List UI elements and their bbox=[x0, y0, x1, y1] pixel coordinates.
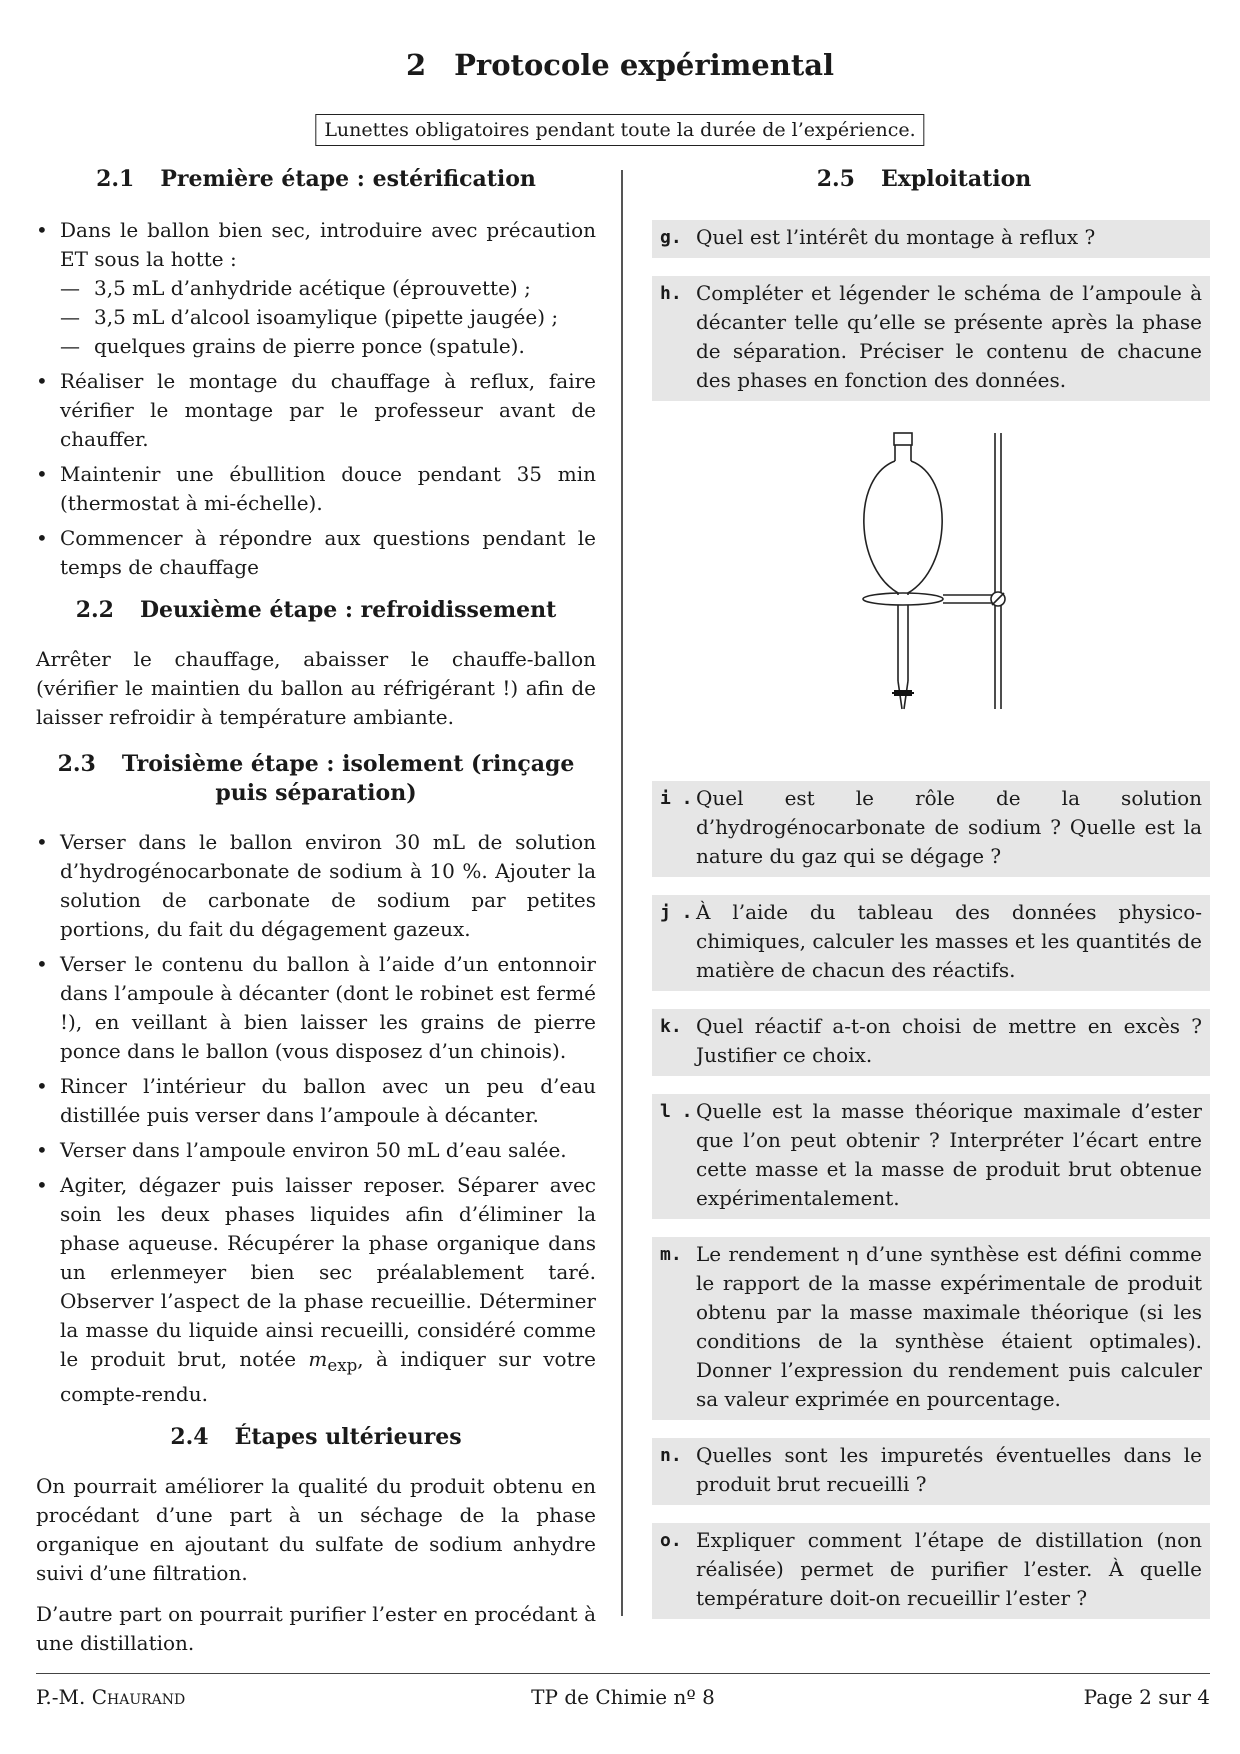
heading-2-2: 2.2 Deuxième étape : refroidissement bbox=[75, 597, 557, 623]
mass-symbol: m bbox=[308, 1347, 328, 1371]
separatory-funnel-diagram bbox=[652, 419, 1210, 789]
list-item: — 3,5 mL d’anhydride acétique (éprouvette) ; bbox=[60, 274, 596, 303]
esterification-steps bbox=[36, 216, 596, 582]
page-number: Page 2 sur 4 bbox=[1083, 1685, 1210, 1709]
list-item: • Commencer à répondre aux questions pendant le temps de chauffage bbox=[36, 524, 596, 582]
question-n: n. Quelles sont les impuretés éventuelles dans le produit brut recueilli ? bbox=[652, 1438, 1210, 1505]
section-number: 2 bbox=[405, 48, 427, 82]
right-column bbox=[652, 165, 1210, 1637]
cooling-text: Arrêter le chauffage, abaisser le chauffe-ballon (vérifier le maintien du ballon au réfrigérant !) afin de laisser refroidir à température ambiante. bbox=[36, 647, 596, 729]
footer-rule bbox=[36, 1673, 1210, 1674]
separatory-funnel-figure bbox=[652, 419, 1210, 789]
page-title bbox=[0, 48, 1240, 82]
question-i: i . Quel est le rôle de la solution d’hydrogénocarbonate de sodium ? Quelle est la nature du gaz qui se dégage ? bbox=[652, 781, 1210, 877]
question-l: l . Quelle est la masse théorique maximale d’ester que l’on peut obtenir ? Interpréter l’écart entre cette masse et la masse de produit brut obtenue expérimentalement. bbox=[652, 1094, 1210, 1219]
list-item: • Réaliser le montage du chauffage à reflux, faire vérifier le montage par le professeur avant de chauffer. bbox=[36, 367, 596, 454]
safety-notice: Lunettes obligatoires pendant toute la durée de l’expérience. bbox=[315, 114, 924, 146]
list-item: • Dans le ballon bien sec, introduire avec précaution ET sous la hotte : — 3,5 mL d’anhydride acétique (éprouvette) ; — 3,5 mL d’alcool isoamylique (pipette jaugée) ; — quelques grains de pierre ponce (spatule). bbox=[36, 216, 596, 361]
list-item: • Verser le contenu du ballon à l’aide d’un entonnoir dans l’ampoule à décanter (dont le robinet est fermé !), en veillant à bien laisser les grains de pierre ponce dans le ballon (vous disposez d’un chinois). bbox=[36, 950, 596, 1066]
list-item: • Maintenir une ébullition douce pendant 35 min (thermostat à mi-échelle). bbox=[36, 460, 596, 518]
isolation-steps bbox=[36, 828, 596, 1409]
section-title: Protocole expérimental bbox=[454, 48, 835, 82]
distillation-text: D’autre part on pourrait purifier l’ester en procédant à une distillation. bbox=[36, 1602, 596, 1655]
author: P.-M. Chaurand bbox=[36, 1685, 186, 1709]
column-divider bbox=[621, 170, 623, 1616]
list-item: • Rincer l’intérieur du ballon avec un peu d’eau distillée puis verser dans l’ampoule à décanter. bbox=[36, 1072, 596, 1130]
mass-subscript: exp bbox=[327, 1356, 358, 1375]
drying-text: On pourrait améliorer la qualité du produit obtenu en procédant d’une part à un séchage de la phase organique en ajoutant du sulfate de sodium anhydre suivi d’une filtration. bbox=[36, 1474, 596, 1585]
list-item: — 3,5 mL d’alcool isoamylique (pipette jaugée) ; bbox=[60, 303, 596, 332]
question-g: g. Quel est l’intérêt du montage à reflux ? bbox=[652, 220, 1210, 258]
list-item: — quelques grains de pierre ponce (spatule). bbox=[60, 332, 596, 361]
heading-2-5: 2.5 Exploitation bbox=[816, 166, 1032, 192]
heading-2-3: 2.3 Troisième étape : isolement (rinçage puis séparation) bbox=[57, 751, 575, 806]
question-h: h. Compléter et légender le schéma de l’ampoule à décanter telle qu’elle se présente après la phase de séparation. Préciser le contenu de chacune des phases en fonction des données. bbox=[652, 276, 1210, 401]
heading-2-4: 2.4 Étapes ultérieures bbox=[170, 1424, 462, 1450]
list-item: • Verser dans l’ampoule environ 50 mL d’eau salée. bbox=[36, 1136, 596, 1165]
questions-list bbox=[652, 781, 1210, 1619]
list-item: • Agiter, dégazer puis laisser reposer. Séparer avec soin les deux phases liquides afin d’éliminer la phase aqueuse. Récupérer la phase organique dans un erlenmeyer bien sec préalablement taré. Observer l’aspect de la phase recueillie. Déterminer la masse du liquide ainsi recueilli, considéré comme le produit brut, notée $m_{exp}$, à indiquer sur votre compte-rendu. bbox=[36, 1171, 596, 1409]
question-k: k. Quel réactif a-t-on choisi de mettre en excès ? Justifier ce choix. bbox=[652, 1009, 1210, 1076]
list-item: • Verser dans le ballon environ 30 mL de solution d’hydrogénocarbonate de sodium à 10 %. Ajouter la solution de carbonate de sodium par petites portions, du fait du dégagement gazeux. bbox=[36, 828, 596, 944]
course-title: TP de Chimie nº 8 bbox=[531, 1685, 715, 1709]
reagent-list bbox=[60, 274, 596, 361]
question-m: m. Le rendement η d’une synthèse est défini comme le rapport de la masse expérimentale de produit obtenu par la masse maximale théorique (si les conditions de la synthèse étaient optimales). Donner l’expression du rendement puis calculer sa valeur exprimée en pourcentage. bbox=[652, 1237, 1210, 1420]
left-column bbox=[36, 165, 596, 1658]
question-o: o. Expliquer comment l’étape de distillation (non réalisée) permet de purifier l’ester. À quelle température doit-on recueillir l’ester ? bbox=[652, 1523, 1210, 1619]
heading-2-1: 2.1 Première étape : estérification bbox=[96, 166, 536, 192]
question-j: j . À l’aide du tableau des données physico-chimiques, calculer les masses et les quantités de matière de chacun des réactifs. bbox=[652, 895, 1210, 991]
